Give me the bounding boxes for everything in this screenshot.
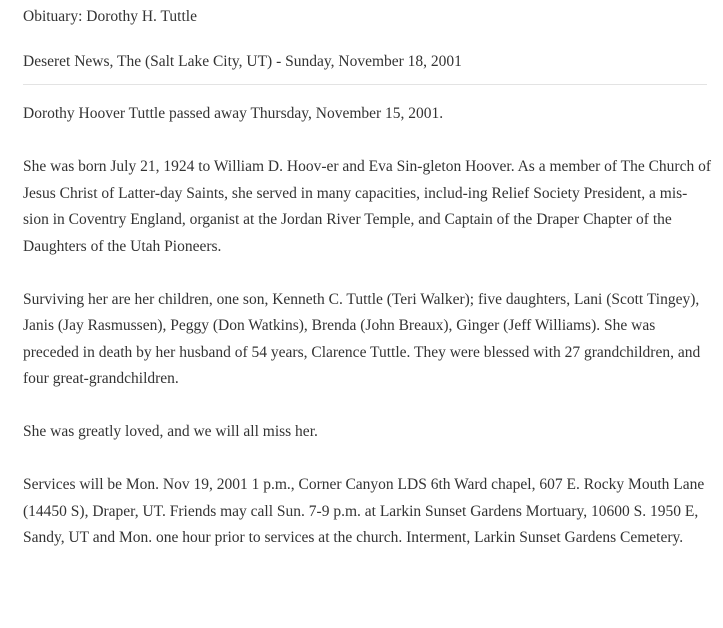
article-body bbox=[23, 101, 711, 578]
paragraph-death-notice: Dorothy Hoover Tuttle passed away Thursday, November 15, 2001. bbox=[23, 105, 444, 122]
header-divider bbox=[23, 84, 707, 85]
paragraph-biography: She was born July 21, 1924 to William D. Hoov-er and Eva Sin-gleton Hoover. As a member of The Church of Jesus Christ of Latter-day Saints, she served in many capacities, includ-ing Relief Society President, a mis-sion in Coventry England, organist at the Jordan River Temple, and Captain of the Draper Chapter of the Daughters of the Utah Pioneers. bbox=[23, 158, 712, 255]
paragraph-survivors: Surviving her are her children, one son, Kenneth C. Tuttle (Teri Walker); five daughters, Lani (Scott Tingey), Janis (Jay Rasmussen), Peggy (Don Watkins), Brenda (John Breaux), Ginger (Jeff Williams). She was preceded in death by her husband of 54 years, Clarence Tuttle. They were blessed with 27 grandchildren, and four great-grandchildren. bbox=[23, 290, 701, 387]
page-title: Obituary: Dorothy H. Tuttle bbox=[23, 8, 197, 25]
paragraph-services: Services will be Mon. Nov 19, 2001 1 p.m., Corner Canyon LDS 6th Ward chapel, 607 E. Rocky Mouth Lane (14450 S), Draper, UT. Friends may call Sun. 7-9 p.m. at Larkin Sunset Gardens Mortuary, 10600 S. 1950 E, Sandy, UT and Mon. one hour prior to services at the church. Interment, Larkin Sunset Gardens Cemetery. bbox=[23, 476, 705, 546]
source-line: Deseret News, The (Salt Lake City, UT) - Sunday, November 18, 2001 bbox=[23, 53, 462, 70]
paragraph-remembrance: She was greatly loved, and we will all miss her. bbox=[23, 423, 318, 440]
